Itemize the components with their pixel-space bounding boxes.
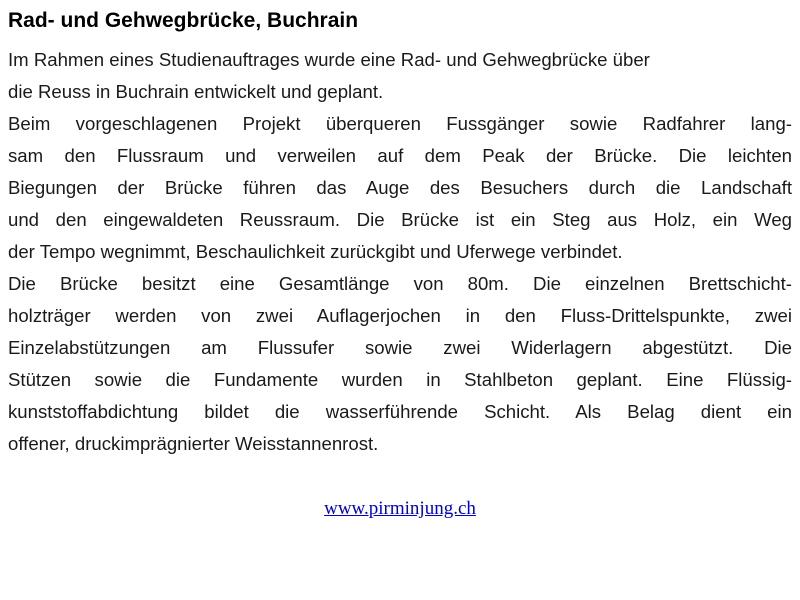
text-line: Biegungen der Brücke führen das Auge des Besuchers durch die Landschaft	[8, 177, 792, 198]
text-line: die Reuss in Buchrain entwickelt und geplant.	[8, 81, 384, 102]
website-link[interactable]: www.pirminjung.ch	[324, 498, 476, 519]
text-line: sam den Flussraum und verweilen auf dem Peak der Brücke. Die leichten	[8, 145, 792, 166]
text-line: Einzelabstützungen am Flussufer sowie zwei Widerlagern abgestützt. Die	[8, 337, 792, 358]
text-line: Beim vorgeschlagenen Projekt überqueren Fussgänger sowie Radfahrer lang-	[8, 113, 792, 134]
text-line: und den eingewaldeten Reussraum. Die Brücke ist ein Steg aus Holz, ein Weg	[8, 209, 792, 230]
text-line: holzträger werden von zwei Auflagerjochen in den Fluss-Drittelspunkte, zwei	[8, 305, 792, 326]
text-line: offener, druckimprägnierter Weisstannenrost.	[8, 433, 379, 454]
text-line: Im Rahmen eines Studienauftrages wurde eine Rad- und Gehwegbrücke über	[8, 49, 650, 70]
text-line: kunststoffabdichtung bildet die wasserführende Schicht. Als Belag dient ein	[8, 401, 792, 422]
text-line: Die Brücke besitzt eine Gesamtlänge von 80m. Die einzelnen Brettschicht-	[8, 273, 792, 294]
text-line: Stützen sowie die Fundamente wurden in Stahlbeton geplant. Eine Flüssig-	[8, 369, 792, 390]
text-line: der Tempo wegnimmt, Beschaulichkeit zurückgibt und Uferwege verbindet.	[8, 241, 623, 262]
body-text	[8, 44, 792, 460]
page-title: Rad- und Gehwegbrücke, Buchrain	[8, 9, 359, 32]
link-row	[0, 497, 800, 521]
